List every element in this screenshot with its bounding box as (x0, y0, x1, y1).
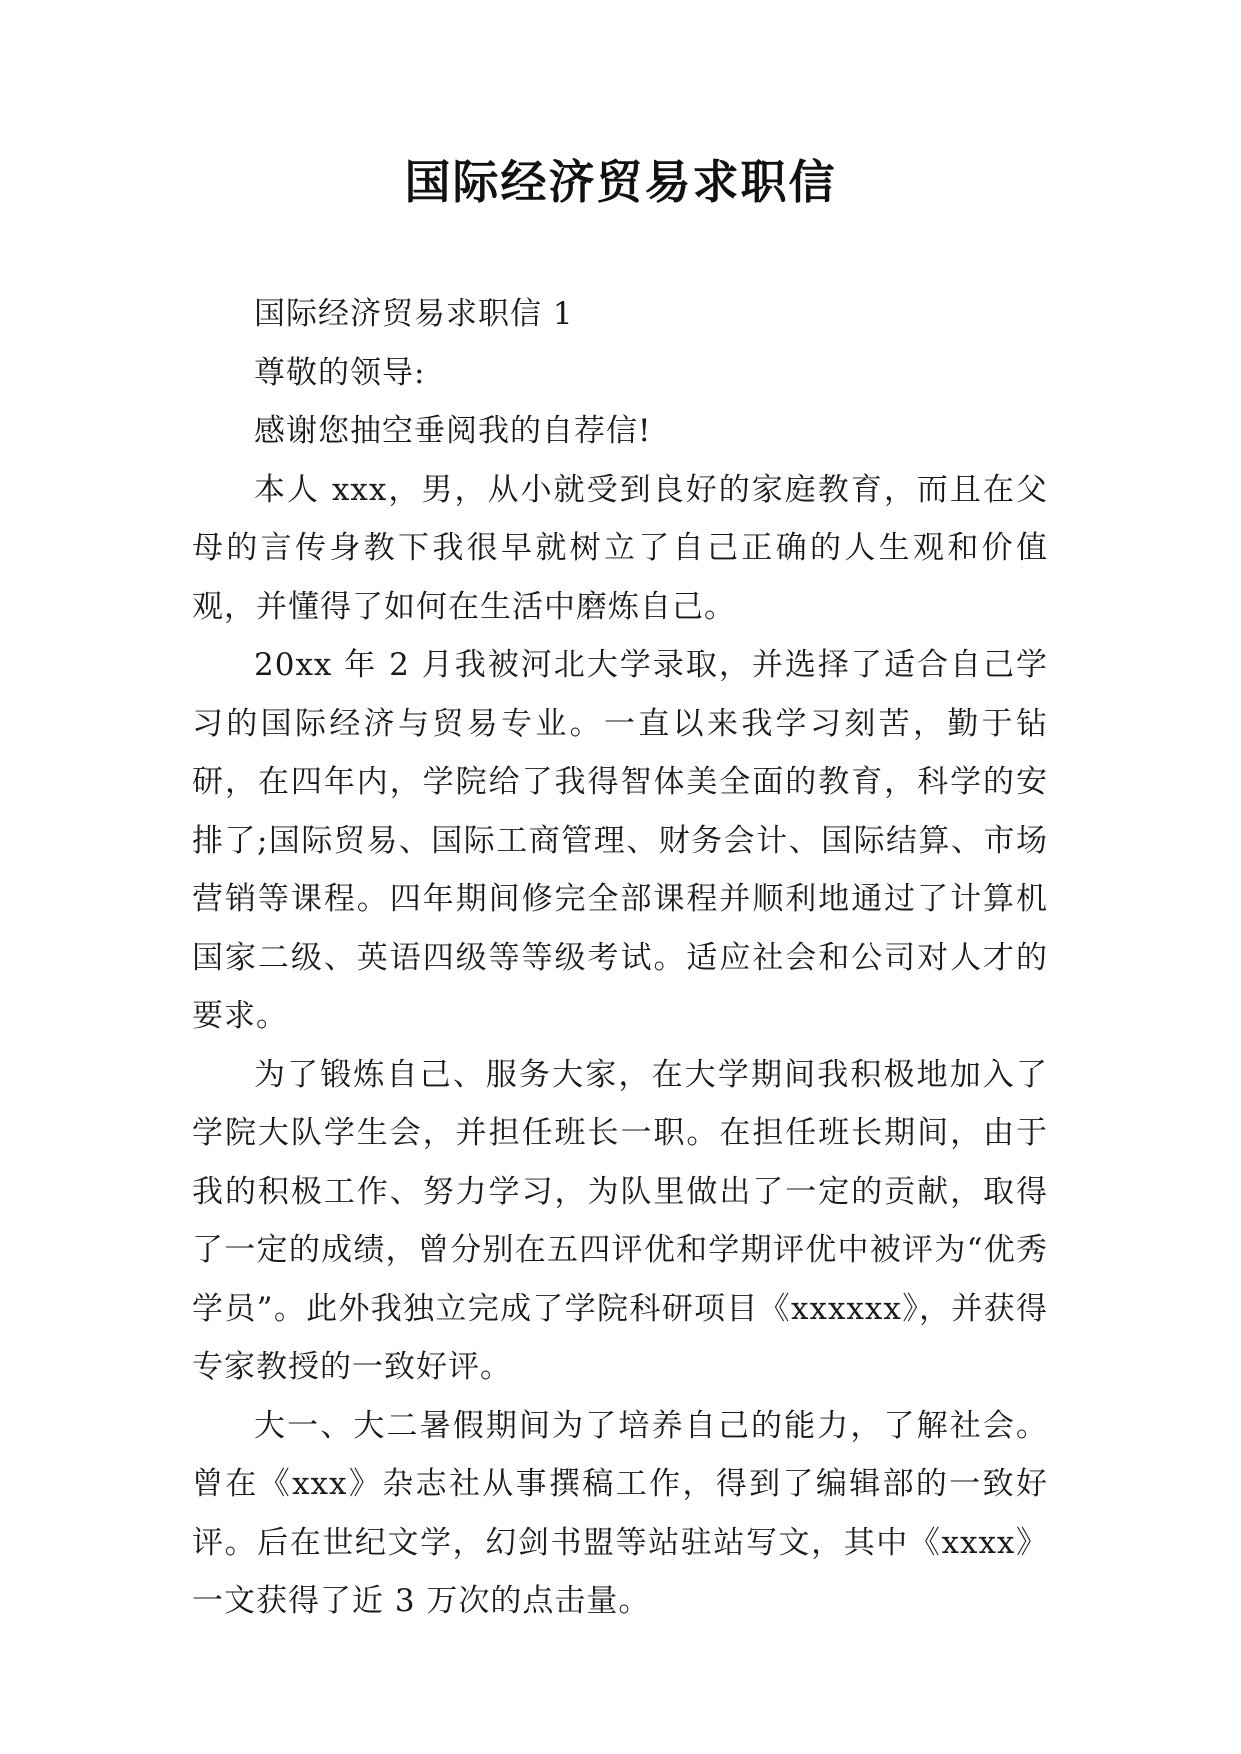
opening-line: 感谢您抽空垂阅我的自荐信! (254, 413, 652, 449)
document-title: 国际经济贸易求职信 (404, 155, 837, 209)
document-body (192, 285, 1048, 1631)
letter-heading: 国际经济贸易求职信 1 (254, 296, 574, 332)
salutation: 尊敬的领导: (254, 354, 426, 391)
paragraph-summer-work: 大一、大二暑假期间为了培养自己的能力，了解社会。曾在《xxx》杂志社从事撰稿工作，得到了编辑部的一致好评。后在世纪文学，幻剑书盟等站驻站写文，其中《xxxx》一文获得了近 3 万次的点击量。 (192, 1407, 1048, 1619)
paragraph-introduction: 本人 xxx，男，从小就受到良好的家庭教育，而且在父母的言传身教下我很早就树立了自己正确的人生观和价值观，并懂得了如何在生活中磨炼自己。 (192, 471, 1048, 625)
paragraph-education: 20xx 年 2 月我被河北大学录取，并选择了适合自己学习的国际经济与贸易专业。一直以来我学习刻苦，勤于钻研，在四年内，学院给了我得智体美全面的教育，科学的安排了;国际贸易、国际工商管理、财务会计、国际结算、市场营销等课程。四年期间修完全部课程并顺利地通过了计算机国家二级、英语四级等等级考试。适应社会和公司对人才的要求。 (192, 647, 1048, 1034)
paragraph-student-union: 为了锻炼自己、服务大家，在大学期间我积极地加入了学院大队学生会，并担任班长一职。在担任班长期间，由于我的积极工作、努力学习，为队里做出了一定的贡献，取得了一定的成绩，曾分别在五四评优和学期评优中被评为“优秀学员”。此外我独立完成了学院科研项目《xxxxxx》，并获得专家教授的一致好评。 (192, 1056, 1048, 1385)
